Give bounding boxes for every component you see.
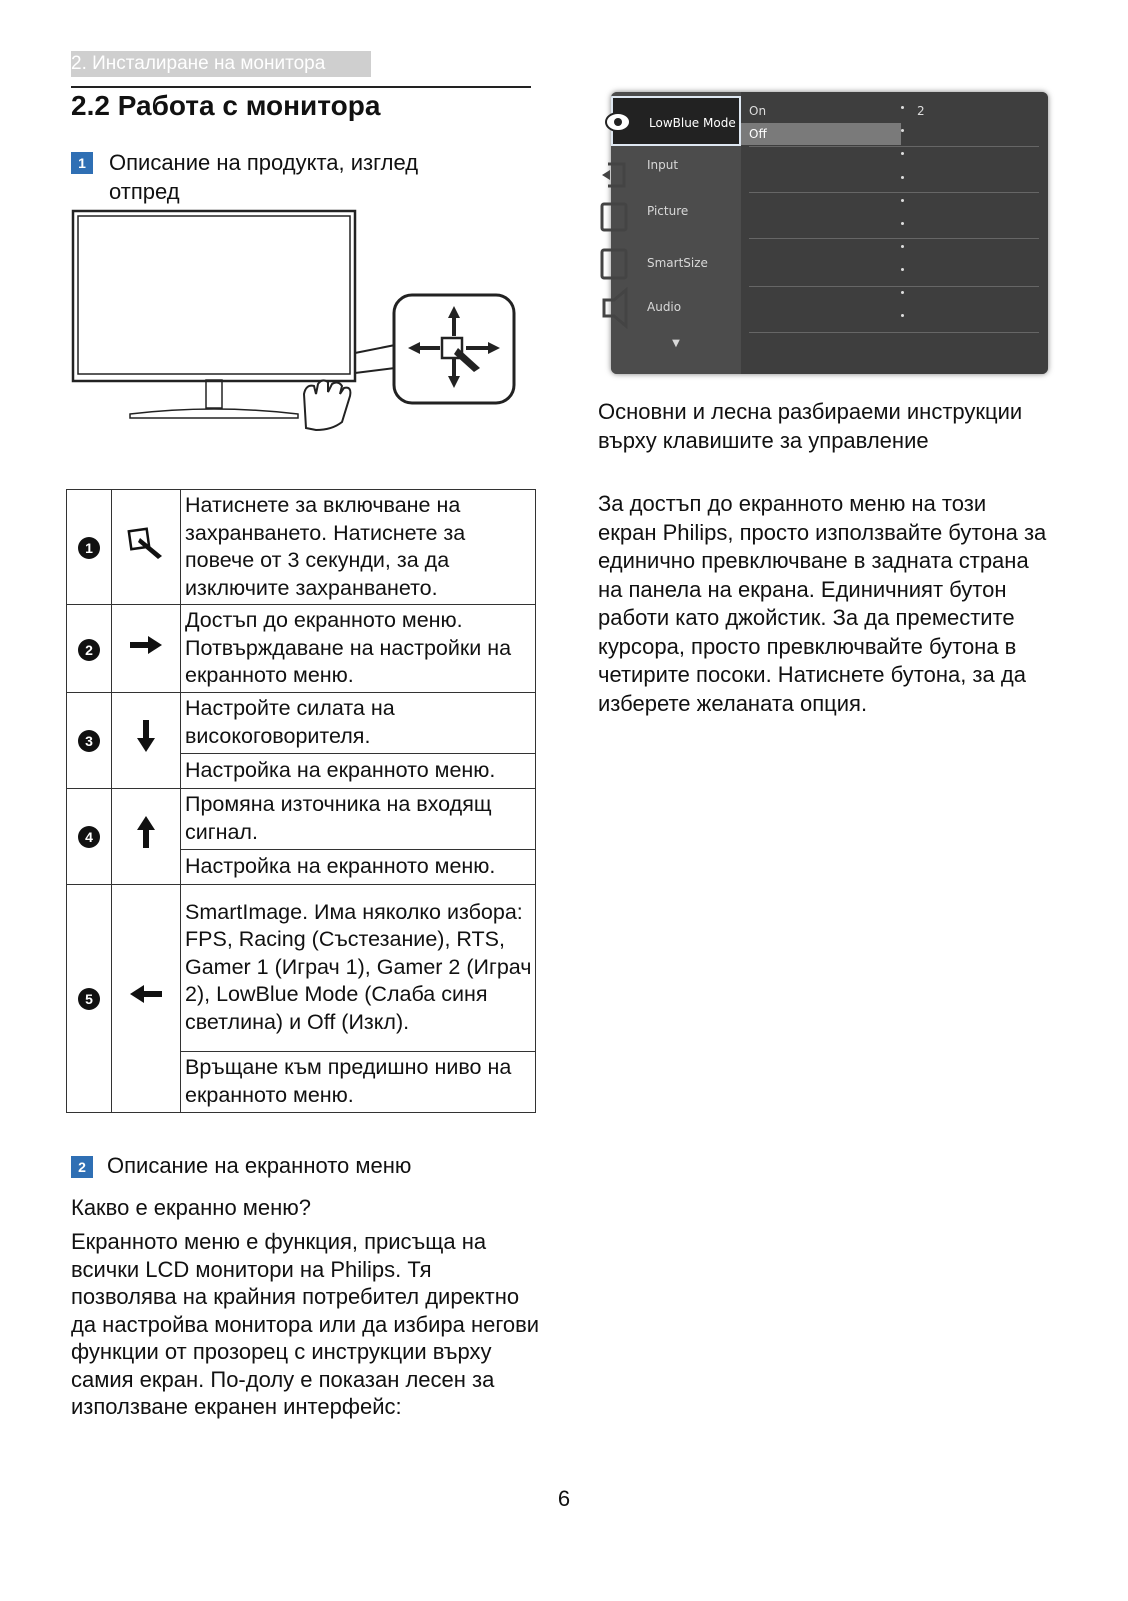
osd-item-label: SmartSize (647, 256, 708, 270)
subsection-number: 2 (71, 1156, 93, 1178)
row-description: Настройка на екранното меню. (181, 753, 536, 788)
osd-divider (749, 332, 1039, 333)
row-description: Натиснете за включване на захранването. Натиснете за повече от 3 секунди, за да изключите захранването. (181, 490, 536, 605)
row-number: 2 (78, 639, 100, 661)
table-row (67, 788, 536, 849)
osd-divider (749, 146, 1039, 147)
control-keys-table (66, 489, 536, 1113)
monitor-front-illustration (70, 208, 530, 432)
subsection-2-heading (71, 1153, 411, 1179)
osd-dot (901, 129, 904, 132)
osd-item-label: Audio (647, 300, 682, 314)
osd-dot (901, 314, 904, 317)
eye-icon (606, 113, 630, 131)
osd-item-label: Input (647, 158, 679, 172)
osd-icons (594, 100, 634, 340)
row-number: 5 (78, 988, 100, 1010)
osd-dot (901, 222, 904, 225)
controls-description: За достъп до екранното меню на този екран Philips, просто използвайте бутона за единично превключване в задната страна на панела на екрана. Единичният бутон работи като джойстик. За да преместите курсора, просто превключвайте бутона в четирите посоки. Натиснете бутона, за да изберете желаната опция. (598, 491, 1047, 716)
osd-divider (749, 192, 1039, 193)
osd-option-on: On (749, 104, 767, 118)
osd-dot (901, 291, 904, 294)
osd-dot (901, 199, 904, 202)
row-description: Настройте силата на високоговорителя. (181, 692, 536, 753)
osd-dot (901, 106, 904, 109)
header-rule (71, 86, 531, 88)
row-description: Промяна източника на входящ сигнал. (181, 788, 536, 849)
joystick-press-icon (126, 526, 166, 560)
arrow-up-icon (135, 814, 157, 850)
osd-description: Екранното меню е функция, присъща на всички LCD монитори на Philips. Тя позволява на крайния потребител директно да настройва монитора или да избира негови функции от прозорец с инструкции върху самия екран. По-долу е показан лесен за използване екранен интерфейс: (71, 1229, 540, 1419)
arrow-right-icon (128, 634, 164, 656)
osd-divider (749, 286, 1039, 287)
osd-options-column (741, 92, 1048, 374)
osd-item-label: Picture (647, 204, 689, 218)
osd-value: 2 (917, 104, 925, 118)
osd-menu-screenshot (611, 92, 1048, 374)
row-number: 1 (78, 537, 100, 559)
osd-dot (901, 245, 904, 248)
table-row (67, 605, 536, 693)
osd-divider (749, 238, 1039, 239)
subsection-1-heading (71, 148, 491, 206)
input-icon (602, 164, 624, 186)
table-row (67, 692, 536, 753)
chevron-down-icon: ▼ (672, 338, 680, 349)
row-number: 4 (78, 826, 100, 848)
picture-icon (602, 204, 626, 230)
arrow-down-icon (135, 718, 157, 754)
subsection-title: Описание на екранното меню (107, 1153, 412, 1178)
subsection-number: 1 (71, 152, 93, 174)
section-tag: 2. Инсталиране на монитора (71, 51, 371, 77)
arrow-left-icon (128, 983, 164, 1005)
row-description: Връщане към предишно ниво на екранното меню. (181, 1051, 536, 1112)
osd-dot (901, 176, 904, 179)
osd-item-label: LowBlue Mode (649, 116, 736, 130)
row-number: 3 (78, 730, 100, 752)
page-number: 6 (557, 1486, 571, 1511)
controls-heading: Основни и лесна разбираеми инструкции върху клавишите за управление (598, 399, 1023, 453)
osd-dot (901, 152, 904, 155)
row-description: Достъп до екранното меню. Потвърждаване на настройки на екранното меню. (181, 605, 536, 693)
table-row (67, 490, 536, 605)
table-row (67, 884, 536, 1051)
osd-question: Какво е екранно меню? (71, 1195, 312, 1220)
smartsize-icon (602, 250, 626, 278)
osd-option-off: Off (741, 123, 901, 145)
speaker-icon (604, 290, 626, 326)
row-description: SmartImage. Има няколко избора: FPS, Racing (Състезание), RTS, Gamer 1 (Играч 1), Gamer 2 (Играч 2), LowBlue Mode (Слаба синя светлина) и Off (Изкл). (181, 884, 536, 1051)
subsection-title: Описание на продукта, изглед отпред (109, 150, 419, 204)
osd-dot (901, 268, 904, 271)
page-title: 2.2 Работа с монитора (71, 90, 381, 121)
row-description: Настройка на екранното меню. (181, 849, 536, 884)
